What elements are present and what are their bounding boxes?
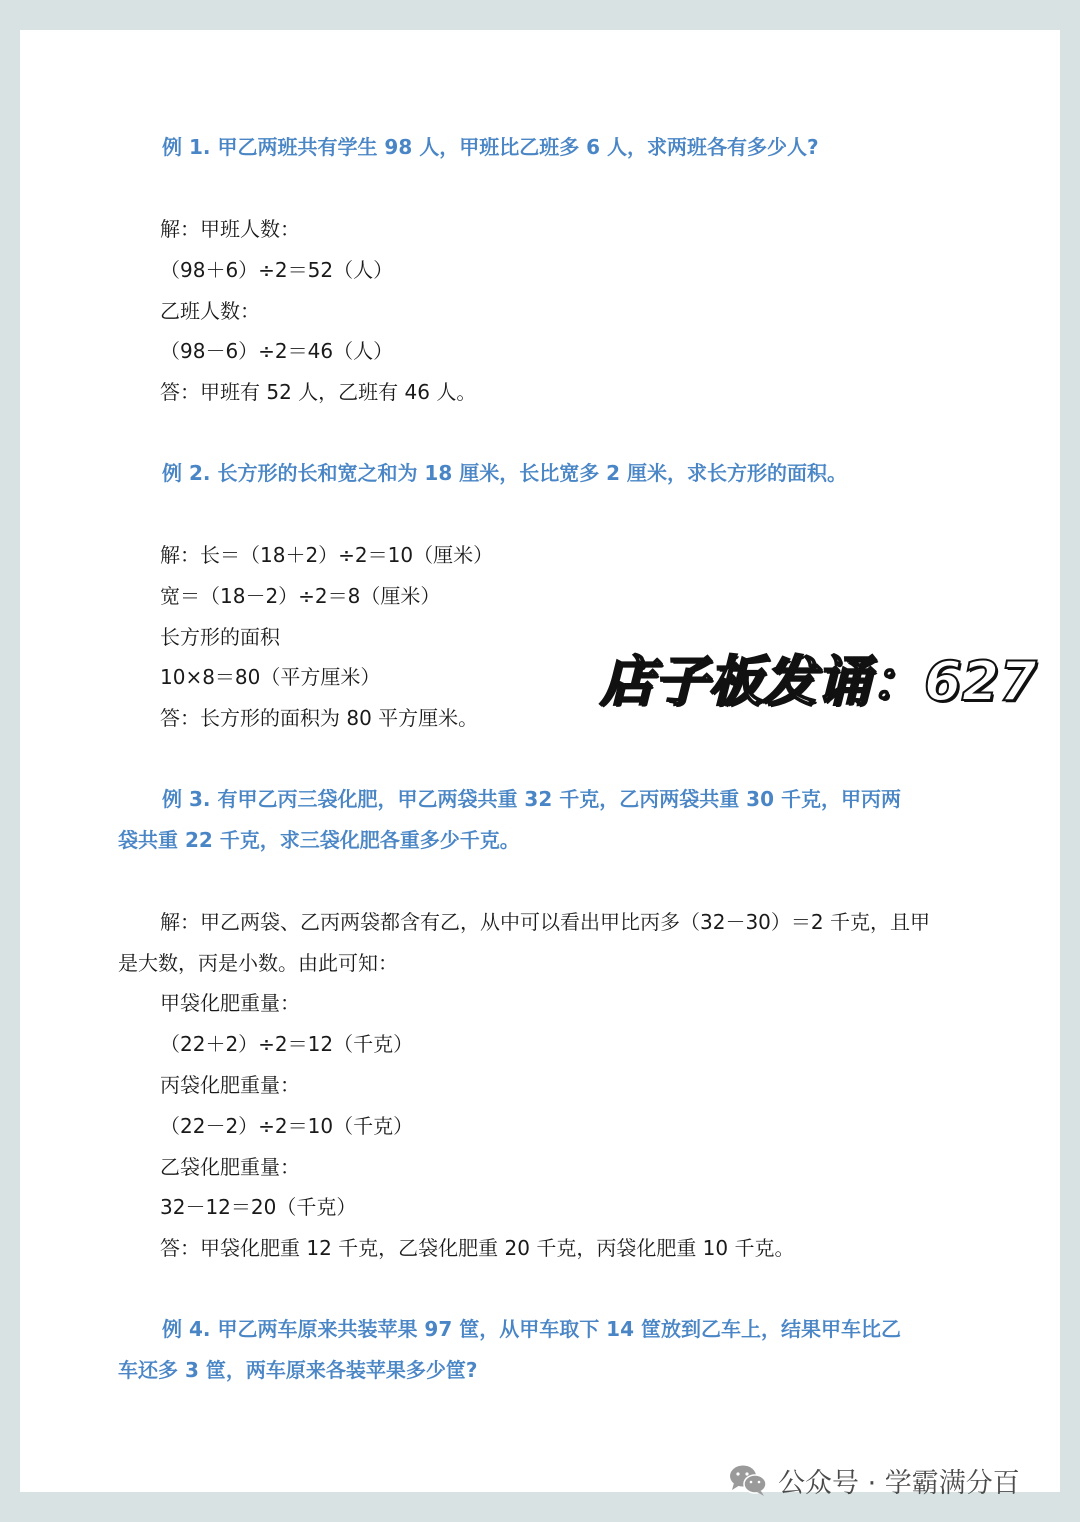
example-1-answer: 答：甲班有 52 人，乙班有 46 人。 <box>160 380 477 404</box>
example-3-solution-line-5: 丙袋化肥重量： <box>160 1073 300 1097</box>
example-3-solution-line-8: 32－12＝20（千克） <box>160 1195 357 1219</box>
watermark-text: 店子板发诵：627 <box>600 650 1037 713</box>
example-3-question-line-1: 例 3. 有甲乙丙三袋化肥，甲乙两袋共重 32 千克，乙丙两袋共重 30 千克，甲丙两 <box>162 787 901 811</box>
example-2-solution-line-4: 10×8＝80（平方厘米） <box>160 665 381 689</box>
footer-account <box>728 1460 1020 1500</box>
example-3-question-line-2: 袋共重 22 千克，求三袋化肥各重多少千克。 <box>118 828 520 852</box>
example-3-solution-line-6: （22－2）÷2＝10（千克） <box>160 1114 414 1138</box>
example-3-solution-line-3: 甲袋化肥重量： <box>160 991 300 1015</box>
example-2-solution-line-2: 宽＝（18－2）÷2＝8（厘米） <box>160 584 441 608</box>
example-3-solution-line-1: 解：甲乙两袋、乙丙两袋都含有乙，从中可以看出甲比丙多（32－30）＝2 千克，且甲 <box>160 910 930 934</box>
example-1-solution-line-2: （98＋6）÷2＝52（人） <box>160 258 394 282</box>
wechat-icon <box>728 1463 768 1497</box>
example-1-question-line-1: 例 1. 甲乙两班共有学生 98 人，甲班比乙班多 6 人，求两班各有多少人? <box>162 135 819 159</box>
example-2-answer: 答：长方形的面积为 80 平方厘米。 <box>160 706 479 730</box>
example-1-solution-line-3: 乙班人数： <box>160 299 260 323</box>
example-3-solution-line-7: 乙袋化肥重量： <box>160 1155 300 1179</box>
example-2-solution-line-1: 解：长＝（18＋2）÷2＝10（厘米） <box>160 543 494 567</box>
example-4-question-line-2: 车还多 3 筐，两车原来各装苹果多少筐? <box>118 1358 478 1382</box>
example-3-solution-line-4: （22＋2）÷2＝12（千克） <box>160 1032 414 1056</box>
example-3-answer: 答：甲袋化肥重 12 千克，乙袋化肥重 20 千克，丙袋化肥重 10 千克。 <box>160 1236 795 1260</box>
example-1-solution-line-4: （98－6）÷2＝46（人） <box>160 339 394 363</box>
document-page <box>20 30 1060 1492</box>
example-4-question-line-1: 例 4. 甲乙两车原来共装苹果 97 筐，从甲车取下 14 筐放到乙车上，结果甲车比乙 <box>162 1317 901 1341</box>
footer-text: 公众号 · 学霸满分百 <box>778 1467 1020 1499</box>
example-3-solution-line-2: 是大数，丙是小数。由此可知： <box>118 951 398 975</box>
example-1-solution-line-1: 解：甲班人数： <box>160 217 300 241</box>
example-2-question-line-1: 例 2. 长方形的长和宽之和为 18 厘米，长比宽多 2 厘米，求长方形的面积。 <box>162 461 848 485</box>
example-2-solution-line-3: 长方形的面积 <box>160 625 280 649</box>
